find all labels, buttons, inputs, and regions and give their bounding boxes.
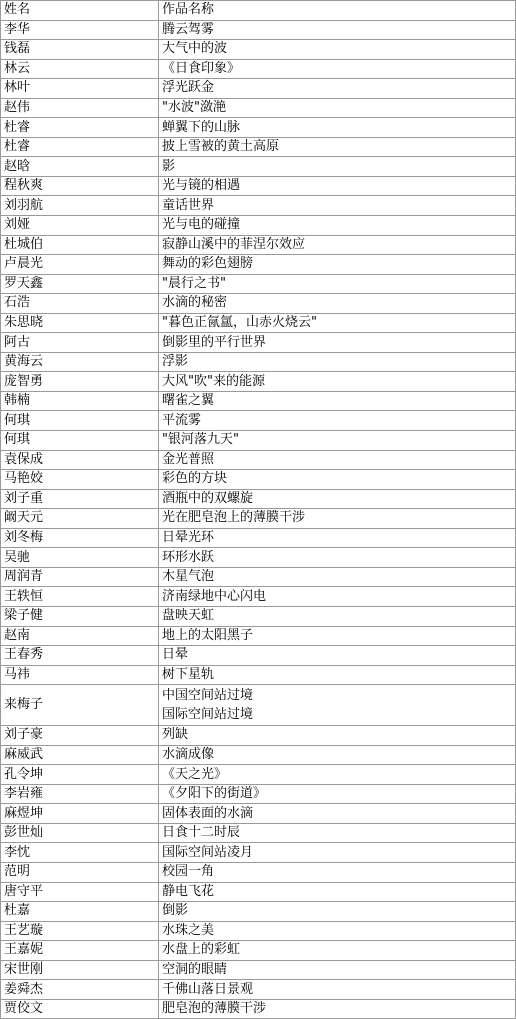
table-row: [1, 784, 516, 804]
name-cell[interactable]: 刘娅: [1, 216, 159, 236]
work-title: 肥皂泡的薄膜干涉: [162, 1001, 267, 1017]
table-row: [1, 118, 516, 138]
work-cell[interactable]: [159, 921, 516, 941]
table-row: [1, 333, 516, 353]
work-title: "暮色正氤氲，山赤火烧云": [162, 315, 317, 331]
table-row: [1, 176, 516, 196]
table-row: [1, 765, 516, 785]
work-title: 静电飞花: [162, 883, 215, 899]
table-row: [1, 157, 516, 177]
work-cell[interactable]: [159, 606, 516, 626]
table-row: [1, 431, 516, 451]
name-cell[interactable]: 吴驰: [1, 548, 159, 568]
header-name-cell[interactable]: 姓名: [1, 1, 159, 21]
work-cell[interactable]: [159, 352, 516, 372]
table-row: [1, 372, 516, 392]
work-cell[interactable]: [159, 862, 516, 882]
work-title: 《夕阳下的街道》: [162, 786, 267, 802]
work-cell[interactable]: [159, 784, 516, 804]
name-cell[interactable]: 王嘉妮: [1, 941, 159, 961]
work-title: 寂静山溪中的菲涅尔效应: [162, 236, 306, 252]
work-title: 日晕: [162, 647, 189, 663]
work-cell[interactable]: [159, 216, 516, 236]
name-cell[interactable]: 马艳姣: [1, 470, 159, 490]
name-cell[interactable]: 周润青: [1, 567, 159, 587]
table-row: [1, 726, 516, 746]
name-cell[interactable]: 姜舜杰: [1, 980, 159, 1000]
work-cell[interactable]: [159, 450, 516, 470]
work-cell[interactable]: [159, 980, 516, 1000]
table-row: [1, 999, 516, 1019]
work-title: "晨行之书": [162, 275, 226, 291]
work-title: 腾云驾雾: [162, 21, 215, 37]
name-cell[interactable]: 刘子重: [1, 489, 159, 509]
work-title: 光在肥皂泡上的薄膜干涉: [162, 510, 306, 526]
work-cell[interactable]: [159, 333, 516, 353]
name-cell[interactable]: 朱思晓: [1, 313, 159, 333]
work-cell[interactable]: [159, 567, 516, 587]
table-row: [1, 137, 516, 157]
work-title: 千佛山落日景观: [162, 981, 254, 997]
work-title: 光与镜的相遇: [162, 178, 241, 194]
table-row: [1, 235, 516, 255]
work-cell[interactable]: [159, 804, 516, 824]
work-title: 蝉翼下的山脉: [162, 119, 241, 135]
work-cell[interactable]: [159, 40, 516, 60]
work-title: 倒影: [162, 903, 189, 919]
work-cell[interactable]: [159, 665, 516, 685]
work-title: 倒影里的平行世界: [162, 334, 267, 350]
name-cell[interactable]: 麻煜坤: [1, 804, 159, 824]
name-cell[interactable]: 阿古: [1, 333, 159, 353]
name-cell[interactable]: 韩楠: [1, 391, 159, 411]
name-cell[interactable]: 石浩: [1, 294, 159, 314]
work-cell[interactable]: [159, 274, 516, 294]
name-cell[interactable]: 林叶: [1, 79, 159, 99]
work-title: 影: [162, 158, 176, 174]
work-cell[interactable]: [159, 999, 516, 1019]
work-cell[interactable]: [159, 646, 516, 666]
table-row: [1, 960, 516, 980]
work-title: 木星气泡: [162, 569, 215, 585]
work-title: 大风"吹"来的能源: [162, 373, 265, 389]
work-title: 日晕光环: [162, 530, 215, 546]
table-row: [1, 804, 516, 824]
name-cell[interactable]: 孔令坤: [1, 765, 159, 785]
work-cell[interactable]: [159, 255, 516, 275]
name-cell[interactable]: 庞智勇: [1, 372, 159, 392]
work-cell[interactable]: [159, 235, 516, 255]
work-cell[interactable]: [159, 902, 516, 922]
table-row: [1, 313, 516, 333]
table-row: [1, 843, 516, 863]
work-title: 曙雀之翼: [162, 393, 215, 409]
work-title: 水盘上的彩虹: [162, 942, 241, 958]
header-work-cell[interactable]: 作品名称: [159, 1, 516, 21]
table-row: [1, 823, 516, 843]
table-row: [1, 606, 516, 626]
work-cell[interactable]: [159, 745, 516, 765]
name-cell[interactable]: 何琪: [1, 431, 159, 451]
table-row: [1, 79, 516, 99]
table-row: [1, 882, 516, 902]
name-cell[interactable]: 彭世灿: [1, 823, 159, 843]
name-cell[interactable]: 杜嘉: [1, 902, 159, 922]
table-row: [1, 685, 516, 726]
name-cell[interactable]: 马祎: [1, 665, 159, 685]
work-cell[interactable]: [159, 118, 516, 138]
table-row: [1, 196, 516, 216]
work-title: 国际空间站凌月: [162, 844, 254, 860]
work-title: 童话世界: [162, 197, 215, 213]
work-title: 树下星轨: [162, 666, 215, 682]
work-title: 酒瓶中的双螺旋: [162, 490, 254, 506]
work-title: 盘映天虹: [162, 608, 215, 624]
name-cell[interactable]: 范明: [1, 862, 159, 882]
work-cell[interactable]: [159, 313, 516, 333]
name-cell[interactable]: 杜城伯: [1, 235, 159, 255]
work-title: 彩色的方块: [162, 471, 228, 487]
header-row: [1, 1, 516, 21]
work-cell[interactable]: [159, 528, 516, 548]
work-title: 金光普照: [162, 451, 215, 467]
work-title: 《天之光》: [162, 766, 228, 782]
work-cell[interactable]: [159, 196, 516, 216]
name-cell[interactable]: 刘冬梅: [1, 528, 159, 548]
table-row: [1, 391, 516, 411]
work-cell[interactable]: [159, 391, 516, 411]
table-row: [1, 40, 516, 60]
name-cell[interactable]: 梁子健: [1, 606, 159, 626]
table-row: [1, 20, 516, 40]
work-title: 平流雾: [162, 412, 202, 428]
name-cell[interactable]: 李岩雍: [1, 784, 159, 804]
work-cell[interactable]: [159, 98, 516, 118]
name-cell[interactable]: 王艺璇: [1, 921, 159, 941]
table-row: [1, 294, 516, 314]
work-cell[interactable]: [159, 685, 516, 726]
work-title: 水滴的秘密: [162, 295, 228, 311]
work-cell[interactable]: [159, 941, 516, 961]
work-cell[interactable]: [159, 411, 516, 431]
name-cell[interactable]: 来梅子: [1, 685, 159, 726]
table-row: [1, 626, 516, 646]
work-cell[interactable]: [159, 726, 516, 746]
table-row: [1, 921, 516, 941]
table-row: [1, 587, 516, 607]
name-cell[interactable]: 何琪: [1, 411, 159, 431]
name-cell[interactable]: 刘子豪: [1, 726, 159, 746]
work-title: 水滴成像: [162, 746, 215, 762]
name-cell[interactable]: 王春秀: [1, 646, 159, 666]
name-cell[interactable]: 罗天鑫: [1, 274, 159, 294]
work-title: 披上雪被的黄土高原: [162, 139, 280, 155]
name-cell[interactable]: 李忱: [1, 843, 159, 863]
name-cell[interactable]: 贾佼文: [1, 999, 159, 1019]
work-cell[interactable]: [159, 843, 516, 863]
work-cell[interactable]: [159, 137, 516, 157]
table-row: [1, 450, 516, 470]
table-row: [1, 862, 516, 882]
table-row: [1, 941, 516, 961]
work-title: 固体表面的水滴: [162, 805, 254, 821]
table-row: [1, 274, 516, 294]
table-row: [1, 567, 516, 587]
name-cell[interactable]: 杜睿: [1, 137, 159, 157]
name-cell[interactable]: 黄海云: [1, 352, 159, 372]
table-row: [1, 980, 516, 1000]
name-cell[interactable]: 赵伟: [1, 98, 159, 118]
name-cell[interactable]: 王轶恒: [1, 587, 159, 607]
table-row: [1, 98, 516, 118]
work-title: 空洞的眼睛: [162, 961, 228, 977]
work-title: 国际空间站过境: [162, 707, 254, 723]
work-cell[interactable]: [159, 489, 516, 509]
table-row: [1, 352, 516, 372]
table-row: [1, 646, 516, 666]
work-title: 地上的太阳黑子: [162, 627, 254, 643]
work-title: "水波"潋滟: [162, 100, 226, 115]
work-cell[interactable]: [159, 509, 516, 529]
name-cell[interactable]: 唐守平: [1, 882, 159, 902]
work-cell[interactable]: [159, 626, 516, 646]
name-cell[interactable]: 刘羽航: [1, 196, 159, 216]
name-cell[interactable]: 杜睿: [1, 118, 159, 138]
work-cell[interactable]: [159, 59, 516, 79]
work-cell[interactable]: [159, 20, 516, 40]
name-cell[interactable]: 赵南: [1, 626, 159, 646]
name-cell[interactable]: 卢晨光: [1, 255, 159, 275]
work-title: 中国空间站过境: [162, 688, 254, 704]
work-title: 济南绿地中心闪电: [162, 588, 267, 604]
work-title: 环形水跃: [162, 549, 215, 565]
work-cell[interactable]: [159, 587, 516, 607]
name-cell[interactable]: 阚天元: [1, 509, 159, 529]
work-title: 浮光跃金: [162, 80, 215, 96]
work-cell[interactable]: [159, 960, 516, 980]
name-cell[interactable]: 程秋爽: [1, 176, 159, 196]
name-cell[interactable]: 李华: [1, 20, 159, 40]
table-row: [1, 509, 516, 529]
name-cell[interactable]: 钱磊: [1, 40, 159, 60]
work-cell[interactable]: [159, 372, 516, 392]
work-cell[interactable]: [159, 823, 516, 843]
work-title: 大气中的波: [162, 41, 228, 57]
work-cell[interactable]: [159, 431, 516, 451]
table-row: [1, 216, 516, 236]
name-cell[interactable]: 林云: [1, 59, 159, 79]
table-row: [1, 528, 516, 548]
name-cell[interactable]: 赵晗: [1, 157, 159, 177]
table-row: [1, 745, 516, 765]
work-cell[interactable]: [159, 294, 516, 314]
table-body: [1, 20, 516, 1019]
work-cell[interactable]: [159, 882, 516, 902]
work-title: 校园一角: [162, 864, 215, 880]
table-row: [1, 59, 516, 79]
table-row: [1, 411, 516, 431]
work-title: "银河落九天": [162, 432, 239, 448]
work-title: 《日食印象》: [162, 60, 241, 76]
work-cell[interactable]: [159, 157, 516, 177]
table-row: [1, 470, 516, 490]
work-title: 浮影: [162, 354, 189, 370]
work-title: 光与电的碰撞: [162, 217, 241, 233]
table-row: [1, 489, 516, 509]
work-title: 列缺: [162, 727, 189, 743]
name-cell[interactable]: 袁保成: [1, 450, 159, 470]
table-row: [1, 902, 516, 922]
name-cell[interactable]: 宋世刚: [1, 960, 159, 980]
work-title: 舞动的彩色翅膀: [162, 256, 254, 272]
table-row: [1, 548, 516, 568]
work-title: 日食十二时辰: [162, 825, 241, 841]
work-cell[interactable]: [159, 79, 516, 99]
work-cell[interactable]: [159, 470, 516, 490]
work-cell[interactable]: [159, 548, 516, 568]
name-cell[interactable]: 麻威武: [1, 745, 159, 765]
table-row: [1, 255, 516, 275]
work-title: 水珠之美: [162, 922, 215, 938]
table-row: [1, 665, 516, 685]
work-cell[interactable]: [159, 765, 516, 785]
work-cell[interactable]: [159, 176, 516, 196]
